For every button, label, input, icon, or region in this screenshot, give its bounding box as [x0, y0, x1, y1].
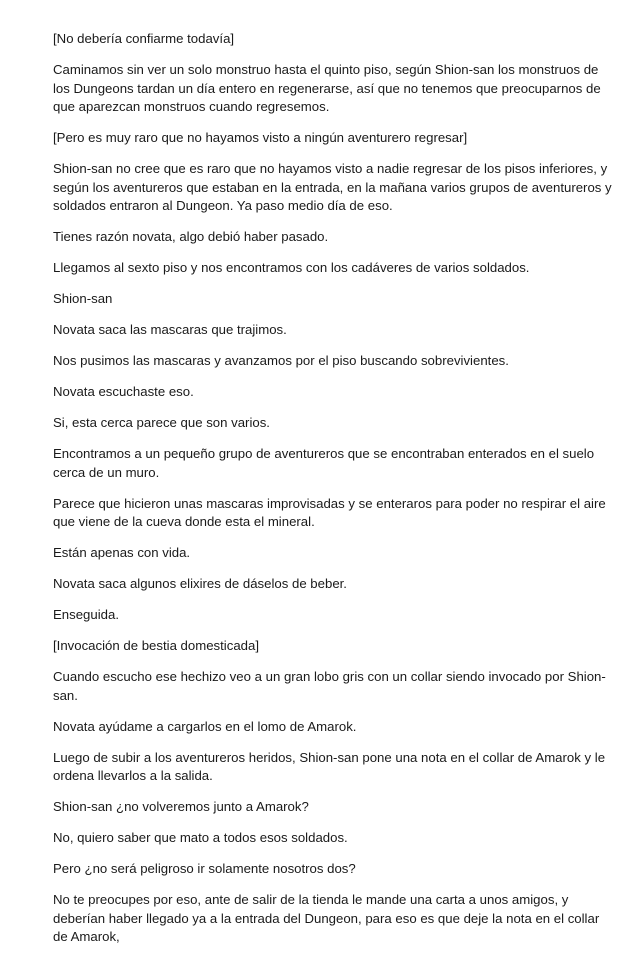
paragraph: No te preocupes por eso, ante de salir de la tienda le mande una carta a unos amigos, y deberían haber llegado ya a la entrada del Dungeon, para eso es que deje la nota en el collar de Amarok, — [53, 892, 600, 944]
paragraph: Shion-san ¿no volveremos junto a Amarok? — [53, 799, 309, 814]
paragraph: Nos pusimos las mascaras y avanzamos por el piso buscando sobrevivientes. — [53, 353, 509, 368]
paragraph: [Invocación de bestia domesticada] — [53, 638, 259, 653]
paragraph: Novata escuchaste eso. — [53, 384, 194, 399]
paragraph: Luego de subir a los aventureros heridos, Shion-san pone una nota en el collar de Amarok y le ordena llevarlos a la salida. — [53, 749, 606, 783]
paragraph: Están apenas con vida. — [53, 545, 191, 560]
paragraph: Pero ¿no será peligroso ir solamente nosotros dos? — [53, 861, 356, 876]
paragraph: Encontramos a un pequeño grupo de aventureros que se encontraban enterados en el suelo cerca de un muro. — [53, 446, 595, 480]
paragraph: [Pero es muy raro que no hayamos visto a ningún aventurero regresar] — [53, 130, 468, 145]
paragraph: Tienes razón novata, algo debió haber pasado. — [53, 229, 329, 244]
paragraph: Si, esta cerca parece que son varios. — [53, 415, 270, 430]
document-body — [53, 30, 613, 959]
paragraph: Caminamos sin ver un solo monstruo hasta el quinto piso, según Shion-san los monstruos de los Dungeons tardan un día entero en regenerarse, así que no tenemos que preocuparnos de que aparezcan monstruos cuando regresemos. — [53, 62, 601, 114]
paragraph: Shion-san — [53, 291, 113, 306]
paragraph: Cuando escucho ese hechizo veo a un gran lobo gris con un collar siendo invocado por Shion-san. — [53, 669, 606, 703]
paragraph: Novata saca algunos elixires de dáselos de beber. — [53, 576, 347, 591]
paragraph: Novata ayúdame a cargarlos en el lomo de Amarok. — [53, 718, 357, 734]
paragraph: Llegamos al sexto piso y nos encontramos con los cadáveres de varios soldados. — [53, 260, 530, 275]
paragraph: Enseguida. — [53, 607, 119, 622]
paragraph: Parece que hicieron unas mascaras improvisadas y se enteraros para poder no respirar el aire que viene de la cueva donde esta el mineral. — [53, 495, 606, 529]
paragraph: [No debería confiarme todavía] — [53, 31, 235, 46]
paragraph: Shion-san no cree que es raro que no hayamos visto a nadie regresar de los pisos inferiores, y según los aventureros que estaban en la entrada, en la mañana varios grupos de aventureros y soldados entraron al Dungeon. Ya paso medio día de eso. — [53, 161, 612, 213]
paragraph: Novata saca las mascaras que trajimos. — [53, 322, 287, 337]
paragraph: No, quiero saber que mato a todos esos soldados. — [53, 830, 348, 845]
